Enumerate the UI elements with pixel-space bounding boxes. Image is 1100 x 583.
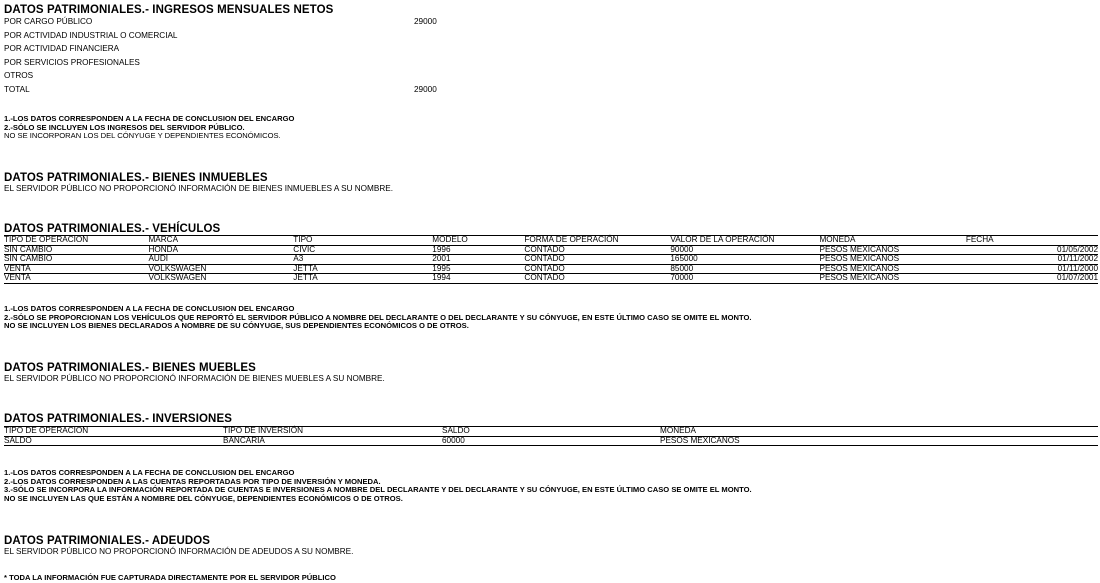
table-cell: CONTADO [524, 245, 670, 255]
table-cell: 90000 [670, 245, 819, 255]
table-cell: 1994 [432, 274, 524, 284]
ingresos-label: POR SERVICIOS PROFESIONALES [4, 57, 140, 67]
note-line: 1.-LOS DATOS CORRESPONDEN A LA FECHA DE CONCLUSION DEL ENCARGO [4, 114, 295, 123]
muebles-text: EL SERVIDOR PÚBLICO NO PROPORCIONÓ INFORMACIÓN DE BIENES MUEBLES A SU NOMBRE. [4, 374, 385, 383]
note-line: NO SE INCORPORAN LOS DEL CÓNYUGE Y DEPENDIENTES ECONÓMICOS. [4, 131, 281, 141]
table-cell: CONTADO [524, 264, 670, 274]
note-line: 2.-SÓLO SE INCLUYEN LOS INGRESOS DEL SERVIDOR PÚBLICO. [4, 122, 245, 132]
table-row [4, 436, 1098, 446]
table-header-row [4, 236, 1098, 246]
ingresos-label: TOTAL [4, 85, 30, 94]
ingresos-notes [4, 115, 294, 141]
table-cell: 1996 [432, 245, 524, 255]
table-header-row [4, 427, 1098, 437]
table-cell: 165000 [670, 255, 819, 265]
column-header: TIPO [293, 236, 432, 246]
table-cell: BANCARIA [223, 436, 442, 446]
column-header: TIPO DE OPERACION [4, 427, 223, 437]
note-line: 1.-LOS DATOS CORRESPONDEN A LA FECHA DE CONCLUSION DEL ENCARGO [4, 468, 295, 477]
column-header: SALDO [442, 427, 660, 437]
table-cell: SIN CAMBIO [4, 255, 148, 265]
table-cell: VOLKSWAGEN [148, 264, 293, 274]
table-cell: 2001 [432, 255, 524, 265]
table-cell: 60000 [442, 436, 660, 446]
table-row [4, 274, 1098, 284]
table-cell: CONTADO [524, 274, 670, 284]
table-cell: AUDI [148, 255, 293, 265]
table-cell: PESOS MEXICANOS [660, 436, 1098, 446]
inversiones-notes [4, 469, 752, 503]
table-cell: PESOS MEXICANOS [819, 264, 965, 274]
section-title-inversiones: DATOS PATRIMONIALES.- INVERSIONES [4, 413, 232, 425]
table-cell: VOLKSWAGEN [148, 274, 293, 284]
table-cell: PESOS MEXICANOS [819, 255, 965, 265]
note-line: 3.-SÓLO SE INCORPORA LA INFORMACIÓN REPORTADA DE CUENTAS E INVERSIONES A NOMBRE DEL DECLARANTE Y DEL DECLARANTE Y SU CÓNYUGE, EN ESTE ÚLTIMO CASO SE OMITE EL MONTO. [4, 485, 752, 495]
note-line: 2.-LOS DATOS CORRESPONDEN A LAS CUENTAS REPORTADAS POR TIPO DE INVERSIÓN Y MONEDA. [4, 476, 381, 486]
table-cell: VENTA [4, 274, 148, 284]
column-header: VALOR DE LA OPERACIÓN [670, 236, 819, 246]
section-title-inmuebles: DATOS PATRIMONIALES.- BIENES INMUEBLES [4, 172, 268, 184]
note-line: NO SE INCLUYEN LOS BIENES DECLARADOS A NOMBRE DE SU CÓNYUGE, SUS DEPENDIENTES ECONÓMICOS O DE OTROS. [4, 321, 469, 331]
table-cell: JETTA [293, 274, 432, 284]
table-cell: CONTADO [524, 255, 670, 265]
column-header: TIPO DE INVERSIÓN [223, 427, 442, 437]
column-header: MODELO [432, 236, 524, 246]
table-cell: 01/07/2001 [966, 274, 1098, 284]
footer-note: * TODA LA INFORMACIÓN FUE CAPTURADA DIRECTAMENTE POR EL SERVIDOR PÚBLICO [4, 573, 336, 582]
section-title-muebles: DATOS PATRIMONIALES.- BIENES MUEBLES [4, 362, 256, 374]
table-cell: 01/11/2000 [966, 264, 1098, 274]
section-title-ingresos: DATOS PATRIMONIALES.- INGRESOS MENSUALES NETOS [4, 4, 334, 16]
column-header: MONEDA [660, 427, 1098, 437]
note-line: 1.-LOS DATOS CORRESPONDEN A LA FECHA DE CONCLUSION DEL ENCARGO [4, 304, 295, 313]
inmuebles-text: EL SERVIDOR PÚBLICO NO PROPORCIONÓ INFORMACIÓN DE BIENES INMUEBLES A SU NOMBRE. [4, 184, 393, 193]
ingresos-label: OTROS [4, 71, 34, 81]
vehiculos-notes [4, 305, 752, 331]
table-cell: SIN CAMBIO [4, 245, 148, 255]
table-cell: A3 [293, 255, 432, 265]
column-header: MONEDA [819, 236, 965, 246]
note-line: 2.-SÓLO SE PROPORCIONAN LOS VEHÍCULOS QUE REPORTÓ EL SERVIDOR PÚBLICO A NOMBRE DEL DECLARANTE O DEL DECLARANTE Y SU CÓNYUGE, EN ESTE ÚLTIMO CASO SE OMITE EL MONTO. [4, 312, 752, 322]
column-header: FORMA DE OPERACIÓN [524, 236, 670, 246]
table-cell: VENTA [4, 264, 148, 274]
ingresos-label: POR ACTIVIDAD INDUSTRIAL O COMERCIAL [4, 30, 178, 40]
table-row [4, 255, 1098, 265]
column-header: MARCA [148, 236, 293, 246]
inversiones-table [4, 426, 1098, 446]
table-cell: JETTA [293, 264, 432, 274]
table-cell: CIVIC [293, 245, 432, 255]
ingresos-value: 29000 [414, 85, 437, 94]
ingresos-label: POR ACTIVIDAD FINANCIERA [4, 44, 120, 54]
section-title-adeudos: DATOS PATRIMONIALES.- ADEUDOS [4, 535, 211, 547]
column-header: FECHA [966, 236, 1098, 246]
table-cell: PESOS MEXICANOS [819, 274, 965, 284]
ingresos-value: 29000 [414, 17, 437, 26]
note-line: NO SE INCLUYEN LAS QUE ESTÁN A NOMBRE DEL CÓNYUGE, DEPENDIENTES ECONÓMICOS O DE OTROS. [4, 493, 403, 503]
table-cell: 85000 [670, 264, 819, 274]
vehiculos-table [4, 235, 1098, 284]
table-cell: 70000 [670, 274, 819, 284]
table-cell: SALDO [4, 436, 223, 446]
table-cell: 1995 [432, 264, 524, 274]
table-cell: 01/05/2002 [966, 245, 1098, 255]
adeudos-text: EL SERVIDOR PÚBLICO NO PROPORCIONÓ INFORMACIÓN DE ADEUDOS A SU NOMBRE. [4, 547, 354, 556]
ingresos-label: POR CARGO PÚBLICO [4, 17, 93, 26]
section-title-vehiculos: DATOS PATRIMONIALES.- VEHÍCULOS [4, 223, 221, 235]
table-cell: HONDA [148, 245, 293, 255]
column-header: TIPO DE OPERACION [4, 236, 148, 246]
table-cell: PESOS MEXICANOS [819, 245, 965, 255]
table-cell: 01/11/2002 [966, 255, 1098, 265]
